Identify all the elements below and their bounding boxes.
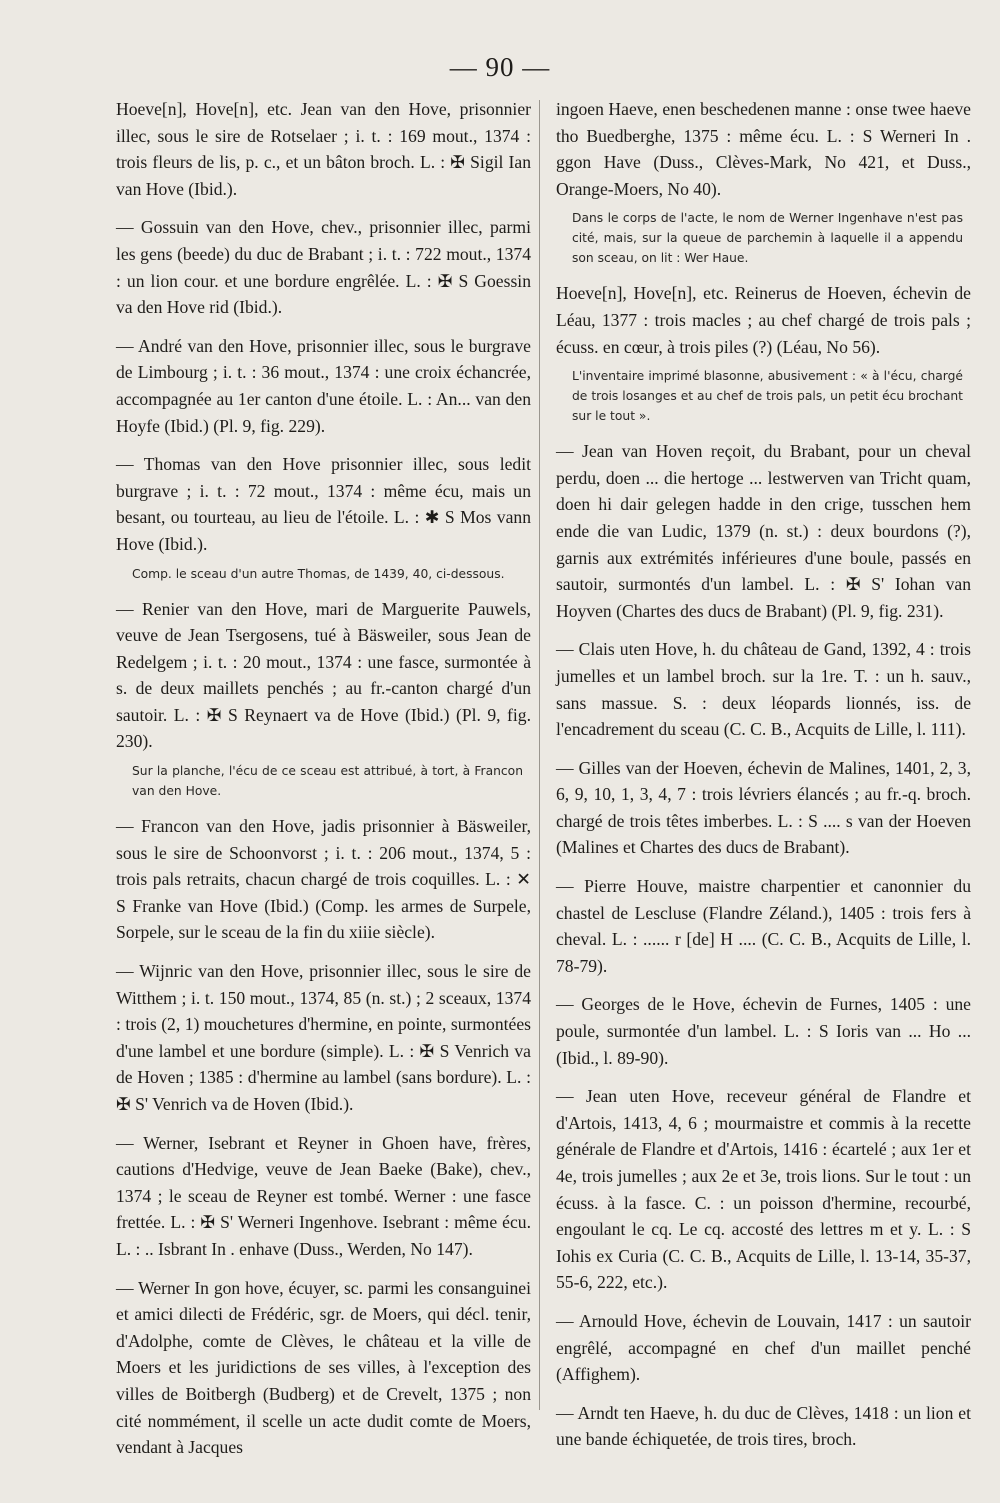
entry-paragraph: — Thomas van den Hove prisonnier illec, sous ledit burgrave ; i. t. : 72 mout., 1374 : même écu, mais un besant, ou tourteau, au lieu de l'étoile. L. : ✱ S Mos vann Hove (Ibid.).	[116, 454, 531, 554]
left-column	[116, 96, 531, 1473]
entry-paragraph: — Gossuin van den Hove, chev., prisonnier illec, parmi les gens (beede) du duc de Brabant ; i. t. : 722 mout., 1374 : un lion cour. et une bordure engrêlée. L. : ✠ S Goessin va den Hove rid (Ibid.).	[116, 217, 531, 318]
entry-paragraph: — Jean uten Hove, receveur général de Flandre et d'Artois, 1413, 4, 6 ; mourmaistre et commis à la recette générale de Flandre et d'Artois, 1416 : écartelé ; aux 1er et 4e, trois jumelles ; aux 2e et 3e, trois lions. Sur le tout : un écuss. à la fasce. C. : un poisson d'hermine, recourbé, engoulant le cq. Le cq. accosté des lettres m et y. L. : S Iohis ex Curia (C. C. B., Acquits de Lille, l. 13-14, 35-37, 55-6, 222, etc.).	[556, 1086, 971, 1293]
entry-paragraph: — Clais uten Hove, h. du château de Gand, 1392, 4 : trois jumelles et un lambel broch. sur la 1re. T. : un h. sauv., sans massue. S. : deux léopards lionnés, iss. de l'encadrement du sceau (C. C. B., Acquits de Lille, l. 111).	[556, 639, 971, 740]
footnote: Sur la planche, l'écu de ce sceau est attribué, à tort, à Francon van den Hove.	[132, 764, 523, 799]
entry-paragraph: — Werner, Isebrant et Reyner in Ghoen have, frères, cautions d'Hedvige, veuve de Jean Baeke (Bake), chev., 1374 ; le sceau de Reyner est tombé. Werner : une fasce frettée. L. : ✠ S' Werneri Ingenhove. Isebrant : même écu. L. : .. Isbrant In . enhave (Duss., Werden, No 147).	[116, 1132, 531, 1259]
entry-paragraph: — Gilles van der Hoeven, échevin de Malines, 1401, 2, 3, 6, 9, 10, 1, 3, 4, 7 : trois lévriers élancés ; au fr.-q. broch. chargé de trois têtes imberbes. L. : S .... s van der Hoeven (Malines et Chartes des ducs de Brabant).	[556, 757, 971, 858]
entry-paragraph: — Jean van Hoven reçoit, du Brabant, pour un cheval perdu, doen ... die hertoge ... lestwerven van Tricht quam, doen hi dair gelegen hadde in den crige, tusschen hem ende die van Ludic, 1379 (n. st.) : deux bourdons (?), garnis aux extrémités inférieures d'une boule, passés en sautoir, surmontés d'un lambel. L. : ✠ S' Iohan van Hoyven (Chartes des ducs de Brabant) (Pl. 9, fig. 231).	[556, 441, 971, 621]
entry-paragraph: — Pierre Houve, maistre charpentier et canonnier du chastel de Lescluse (Flandre Zéland.), 1405 : trois fers à cheval. L. : ...... r [de] H .... (C. C. B., Acquits de Lille, l. 78-79).	[556, 876, 971, 976]
entry-paragraph: Hoeve[n], Hove[n], etc. Reinerus de Hoeven, échevin de Léau, 1377 : trois macles ; au chef chargé de trois pals ; écuss. en cœur, à trois piles (?) (Léau, No 56).	[556, 283, 971, 357]
column-divider	[539, 100, 540, 1410]
entry-paragraph: — Georges de le Hove, échevin de Furnes, 1405 : une poule, surmontée d'un lambel. L. : S Ioris van ... Ho ... (Ibid., l. 89-90).	[556, 994, 971, 1068]
entry-paragraph: — Arndt ten Haeve, h. du duc de Clèves, 1418 : un lion et une bande échiquetée, de trois tires, broch.	[556, 1402, 971, 1450]
entry-paragraph: — Werner In gon hove, écuyer, sc. parmi les consanguinei et amici dilecti de Frédéric, sgr. de Moers, qui décl. tenir, d'Adolphe, comte de Clèves, le château et la ville de Moers et les juridictions de ses villes, à l'exception des villes de Boitbergh (Budberg) et de Crevelt, 1375 ; non cité nommément, il scelle un acte dudit comte de Moers, vendant à Jacques	[116, 1277, 531, 1458]
footnote: Comp. le sceau d'un autre Thomas, de 1439, 40, ci-dessous.	[132, 566, 505, 581]
entry-paragraph: — Renier van den Hove, mari de Marguerite Pauwels, veuve de Jean Tsergosens, tué à Bäsweiler, sous Jean de Redelgem ; i. t. : 20 mout., 1374 : une fasce, surmontée à s. de deux maillets penchés ; au fr.-canton chargé d'un sautoir. L. : ✠ S Reynaert va de Hove (Ibid.) (Pl. 9, fig. 230).	[116, 598, 531, 752]
footnote: Dans le corps de l'acte, le nom de Werner Ingenhave n'est pas cité, mais, sur la queue de parchemin à laquelle il a appendu son sceau, on lit : Wer Haue.	[572, 211, 963, 266]
entry-paragraph: — Francon van den Hove, jadis prisonnier à Bäsweiler, sous le sire de Schoonvorst ; i. t. : 206 mout., 1374, 5 : trois pals retraits, chacun chargé de trois coquilles. L. : ✕ S Franke van Hove (Ibid.) (Comp. les armes de Surpele, Sorpele, sur le sceau de la fin du xiiie siècle).	[116, 816, 531, 943]
entry-paragraph: — Arnould Hove, échevin de Louvain, 1417 : un sautoir engrêlé, accompagné en chef d'un maillet penché (Affighem).	[556, 1310, 971, 1385]
entry-paragraph: ingoen Haeve, enen beschedenen manne : onse twee haeve tho Buedberghe, 1375 : même écu. L. : S Werneri In . ggon Have (Duss., Clèves-Mark, No 421, et Duss., Orange-Moers, No 40).	[556, 99, 971, 199]
entry-paragraph: — Wijnric van den Hove, prisonnier illec, sous le sire de Witthem ; i. t. 150 mout., 1374, 85 (n. st.) ; 2 sceaux, 1374 : trois (2, 1) mouchetures d'hermine, en pointe, surmontées d'une lambel et une bordure (simple). L. : ✠ S Venrich va de Hoven ; 1385 : d'hermine au lambel (sans bordure). L. : ✠ S' Venrich va de Hoven (Ibid.).	[116, 961, 531, 1114]
page-number: — 90 —	[449, 52, 551, 82]
entry-paragraph: Hoeve[n], Hove[n], etc. Jean van den Hove, prisonnier illec, sous le sire de Rotselaer ; i. t. : 169 mout., 1374 : trois fleurs de lis, p. c., et un bâton broch. L. : ✠ Sigil Ian van Hove (Ibid.).	[116, 99, 531, 199]
footnote: L'inventaire imprimé blasonne, abusivement : « à l'écu, chargé de trois losanges et au chef de trois pals, un petit écu brochant sur le tout ».	[572, 369, 963, 424]
right-column	[556, 96, 971, 1465]
entry-paragraph: — André van den Hove, prisonnier illec, sous le burgrave de Limbourg ; i. t. : 36 mout., 1374 : une croix échancrée, accompagnée au 1er canton d'une étoile. L. : An... van den Hoyfe (Ibid.) (Pl. 9, fig. 229).	[116, 335, 531, 436]
